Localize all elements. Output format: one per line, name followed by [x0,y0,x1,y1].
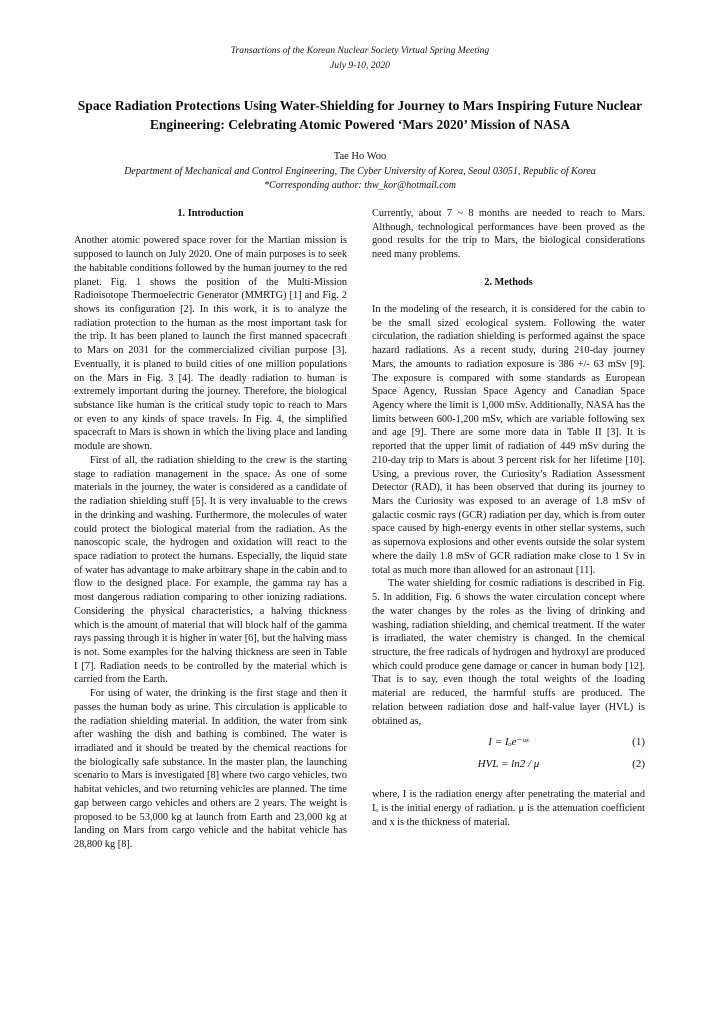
equation-1 [372,736,645,758]
paragraph: where, I is the radiation energy after penetrating the material and Iₒ is the initial energy of radiation. μ is the attenuation coefficient and x is the thickness of material. [372,789,645,828]
author: Tae Ho Woo [333,151,387,162]
corresponding-author: *Corresponding author: thw_kor@hotmail.com [264,179,456,191]
running-header: Transactions of the Korean Nuclear Society Virtual Spring Meeting [230,45,490,56]
affiliation: Department of Mechanical and Control Engineering, The Cyber University of Korea, Seoul 03051, Republic of Korea [124,166,596,177]
paper-title: Space Radiation Protections Using Water-Shielding for Journey to Mars Inspiring Future Nuclear Engineering: Celebrating Atomic Powered ‘Mars 2020’ Mission of NASA [77,98,643,132]
section-heading-introduction: 1. Introduction [177,208,244,219]
equation-1-number: (1) [632,736,645,749]
equation-1-body: I = Iₒe⁻ᵘˣ [488,736,529,749]
affiliation-block [0,165,720,192]
right-column [372,207,645,829]
paragraph: In the modeling of the research, it is considered for the cabin to be the small sized ecological system. Following the water circulation, the radiation shielding is performed against the space hazard radiations. As a recent study, during 210-day journey Mars, the amounts to radiation exposure is 386 +/- 63 mSv [9]. The exposure is compared with some standards as European Space Agency, Russian Space Agency and Canadian Space Agency where the limit is 1,000 mSv. Additionally, NASA has the limits between 600-1,200 mSv, which are variable following sex and age [9]. There are some more data in Table II [3]. It is reported that the upper limit of radiation of 449 mSv during the 210-day trip to Mars is about 3 percent risk for her lifetime [10]. Using, a previous rover, the Curiosity’s Radiation Assessment Detector (RAD), it has been observed that during its journey to Mars the Curiosity was exposed to an average of 1.8 mSv of galactic cosmic rays (GCR) radiation per day, which is from outer space caused by high-energy events in other stellar systems, such as supernova explosions and other events outside the solar system where the daily 1.8 mSv of GCR radiation make close to 1 Sv in total as much more than allowed for an astronaut [11]. [372,303,645,576]
running-header-date: July 9-10, 2020 [330,60,390,71]
paragraph: For using of water, the drinking is the first stage and then it passes the human body as urine. This circulation is applicable to the radiation shielding material. In addition, the water from sink after washing the dish and bathing is combined. The water is irradiated and it should be treated by the chemical reactions for the biologically safe substance. In the master plan, the launching scenario to Mars is investigated [8] where two cargo vehicles, two habitat vehicles, and two returning vehicles are planned. The time gap between cargo vehicles and others are 2 years. The weight is proposed to be 53,000 kg at launch from Earth and 23,000 kg at landing on Mars from cargo vehicle and the habitat vehicle has 28,800 kg [8]. [74,688,347,851]
section-heading-methods: 2. Methods [484,276,533,288]
left-column [74,207,347,852]
equation-2-number: (2) [632,758,645,771]
paragraph: The water shielding for cosmic radiations is described in Fig. 5. In addition, Fig. 6 shows the water circulation concept where the water changes by the roles as the living of drinking and washing, radiation shielding, and chemical treatment. If the water is irradiated, the water chemistry is changed. In the chemical structure, the free radicals of hydrogen and hydroxyl are produced which could produce gene damage or cancer in human body [12]. That is to say, even though the total weights of the loading material are reduced, the harmful stuffs are produced. The relation between radiation dose and half-value layer (HVL) is obtained as, [372,578,645,727]
paragraph: Currently, about 7 ~ 8 months are needed to reach to Mars. Although, technological performances have been proved as the good results for the trip to Mars, the biological considerations need many problems. [372,208,645,261]
equation-2-body: HVL = ln2 / μ [477,758,540,771]
equation-2 [372,758,645,780]
paragraph: First of all, the radiation shielding to the crew is the starting stage to radiation management in the space. As one of some materials in the journey, the water is considered as a candidate of the radiation shielding stuff [5]. It is very invaluable to the crews in the drinking and washing. Furthermore, the molecules of water could protect the biological material from the radiation. As the nanoscopic scale, the hydrogen and oxidation will react to the space radiation to protect the humans. Especially, the liquid state of water has advantage to make arbitrary shape in the cabin and to flow to the designed place. For example, the gamma ray has a most dangerous radiation comparing to other ionizing radiations. Considering the physical characteristics, a halving thickness which is the amount of material that will block half of the gamma rays passing through it is higher in water [6], but the halving mass is not. Some examples for the halving thickness are seen in Table I [7]. Radiation needs to be controlled by the material which is carried from the Earth. [74,454,347,686]
paragraph: Another atomic powered space rover for the Martian mission is supposed to launch on July 2020. One of main purposes is to seek the habitable conditions followed by the human journey to the red planet. Fig. 1 shows the position of the Multi-Mission Radioisotope Thermoelectric Generator (MMRTG) [1] and Fig. 2 shows its configuration [2]. In this work, it is to analyze the radiation protection to the human as the most important task for the trip. It has been planed to launch the first manned spacecraft to Mars on 2031 for the commercialized civilian purpose [3]. Eventually, it is planed to build cities of one million populations on the Mars in Fig. 3 [4]. The deadly radiation to human is extremely important during the journey. Therefore, the biological substance like human is the critical study topic to reach to Mars or even to any kinds of space travels. In Fig. 4, the simplified spacecraft to Mars is shown in which the living place and landing module are shown. [74,235,347,453]
